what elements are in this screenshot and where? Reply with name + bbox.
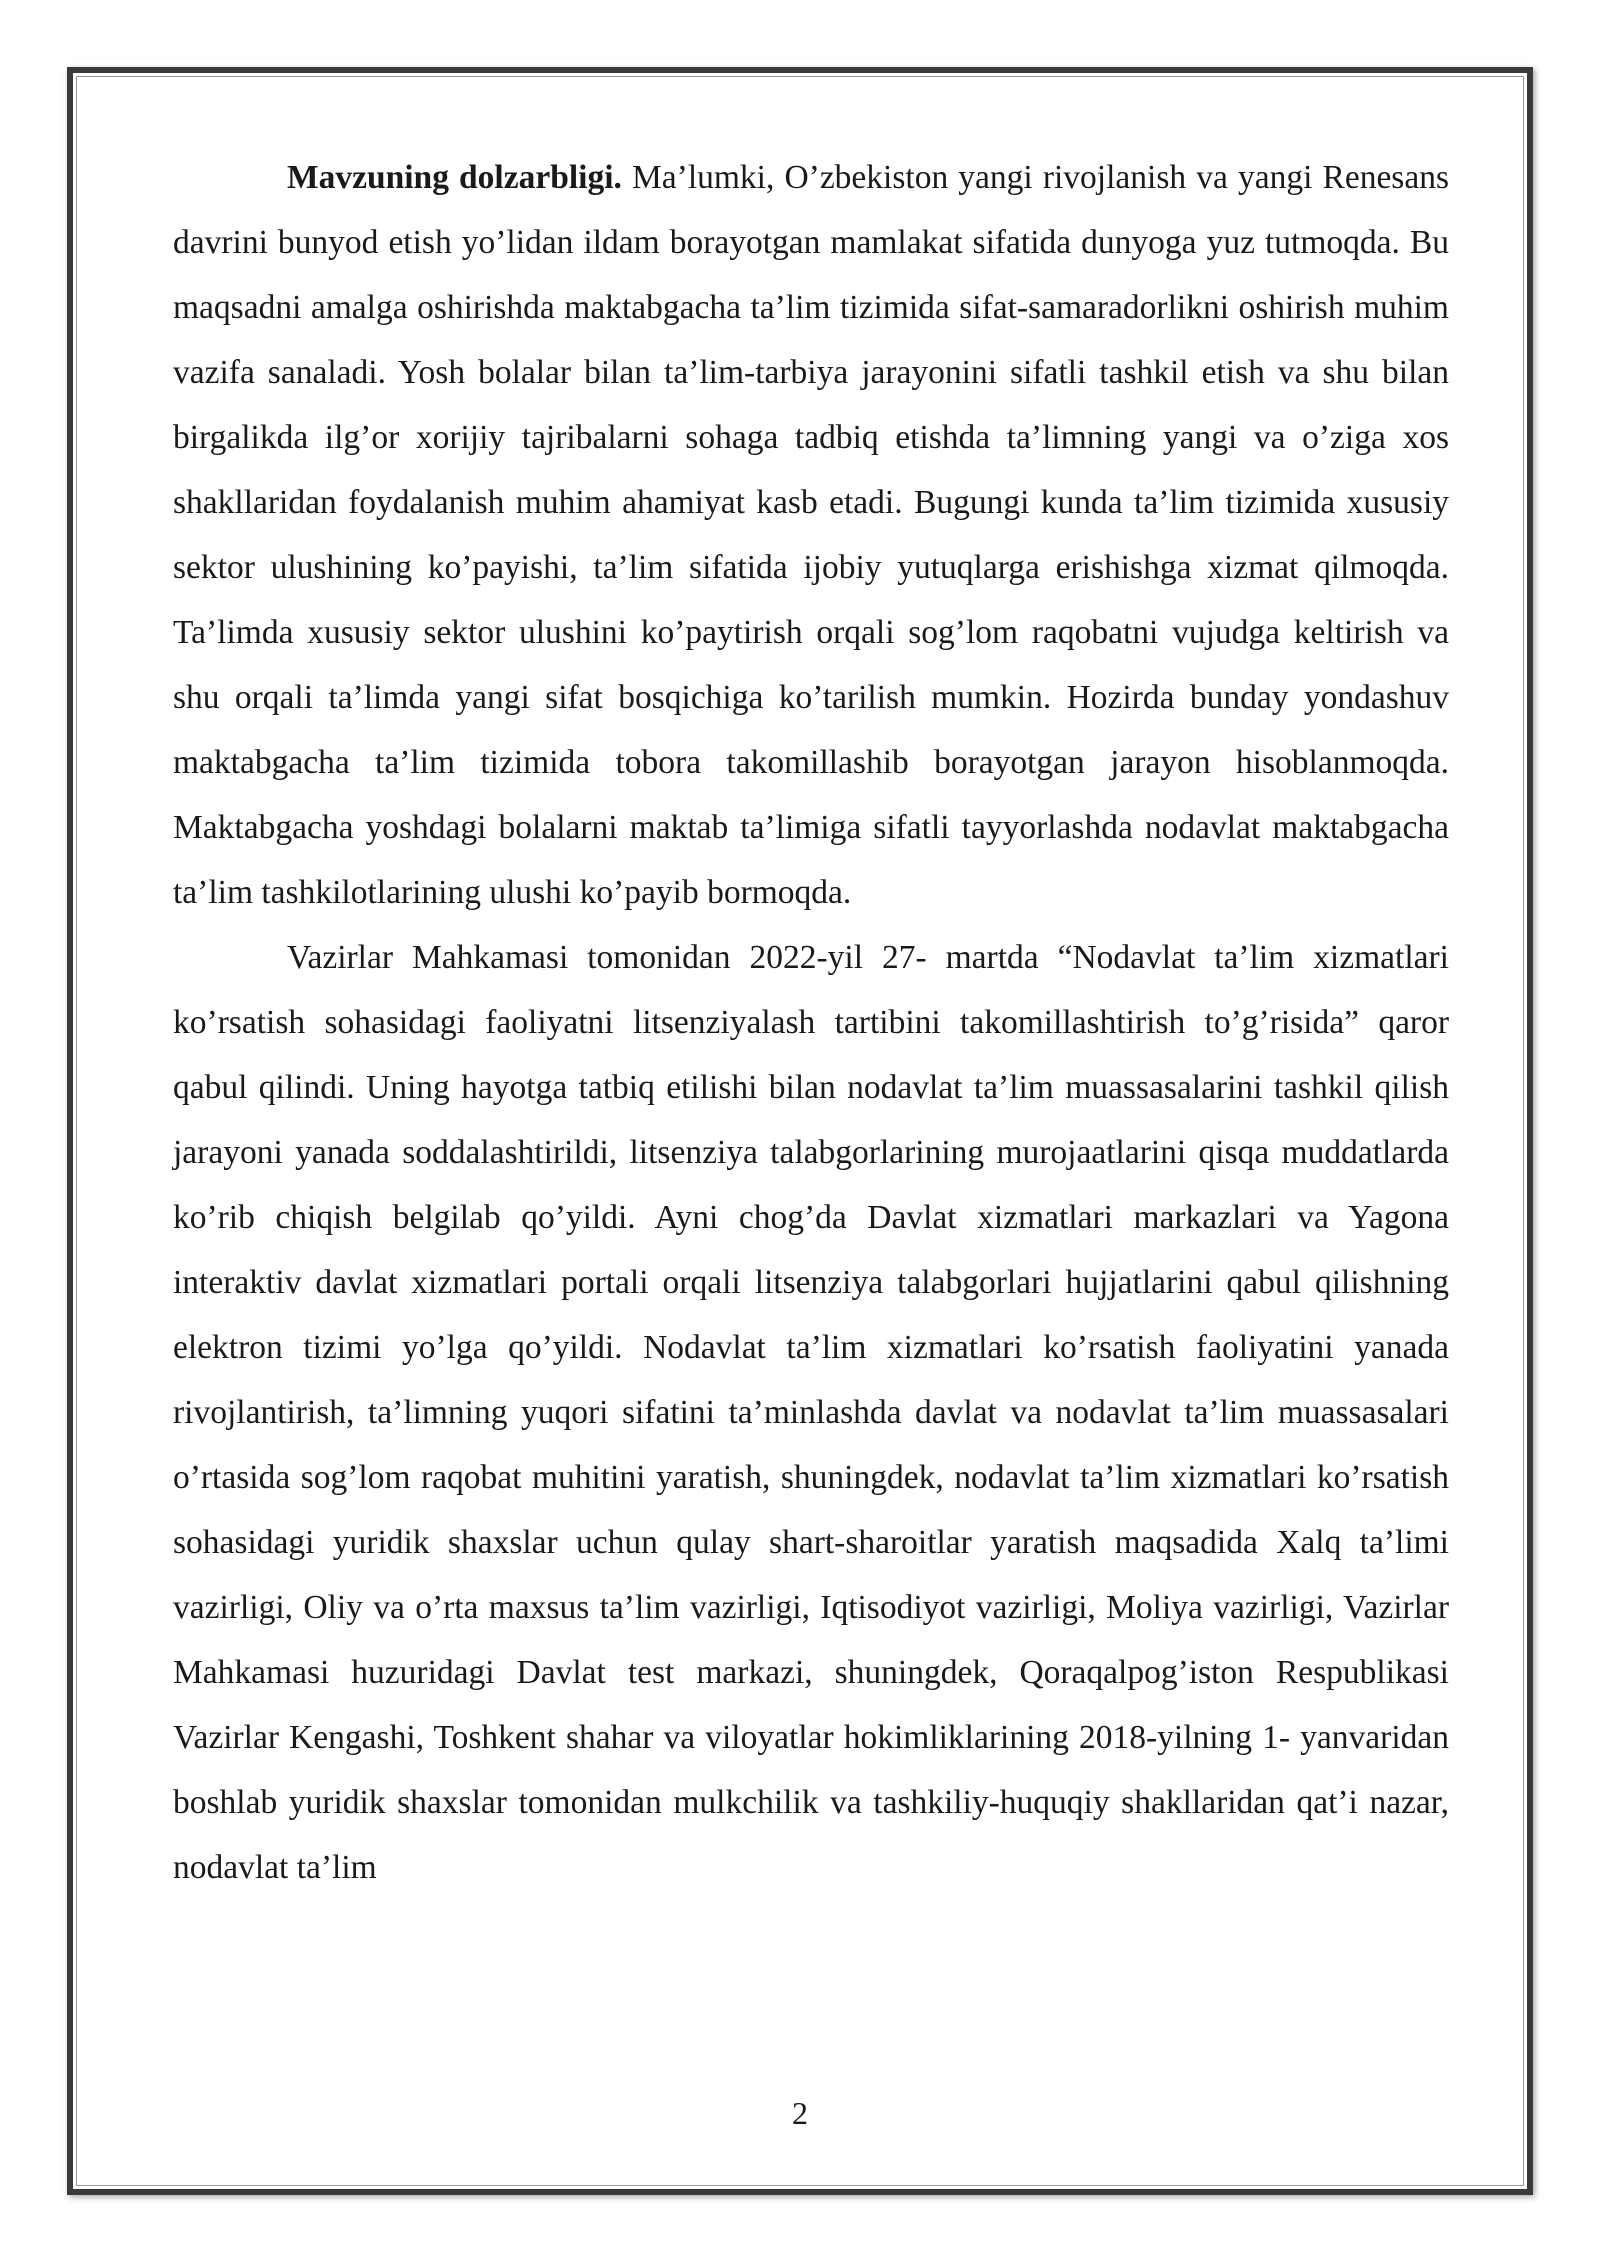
paragraph-decree [173, 925, 1449, 1900]
paragraph-text: Ma’lumki, O’zbekiston yangi rivojlanish va yangi Renesans davrini bunyod etish yo’lidan ildam borayotgan mamlakat sifatida dunyoga yuz tutmoqda. Bu maqsadni amalga oshirishda maktabgacha ta’lim tizimida sifat-samaradorlikni oshirish muhim vazifa sanaladi. Yosh bolalar bilan ta’lim-tarbiya jarayonini sifatli tashkil etish va shu bilan birgalikda ilg’or xorijiy tajribalarni sohaga tadbiq etishda ta’limning yangi va o’ziga xos shakllaridan foydalanish muhim ahamiyat kasb etadi. Bugungi kunda ta’lim tizimida xususiy sektor ulushining ko’payishi, ta’lim sifatida ijobiy yutuqlarga erishishga xizmat qilmoqda. Ta’limda xususiy sektor ulushini ko’paytirish orqali sog’lom raqobatni vujudga keltirish va shu orqali ta’limda yangi sifat bosqichiga ko’tarilish mumkin. Hozirda bunday yondashuv maktabgacha ta’lim tizimida tobora takomillashib borayotgan jarayon hisoblanmoqda. Maktabgacha yoshdagi bolalarni maktab ta’limiga sifatli tayyorlashda nodavlat maktabgacha ta’lim tashkilotlarining ulushi ko’payib bormoqda. [173, 159, 1450, 911]
section-heading-inline: Mavzuning dolzarbligi. [287, 159, 622, 196]
paragraph-relevance [173, 145, 1449, 925]
page-number: 2 [792, 2095, 808, 2131]
document-body [173, 145, 1449, 1900]
paragraph-text: Vazirlar Mahkamasi tomonidan 2022-yil 27- martda “Nodavlat ta’lim xizmatlari ko’rsatish sohasidagi faoliyatni litsenziyalash tartibini takomillashtirish to’g’risida” qaror qabul qilindi. Uning hayotga tatbiq etilishi bilan nodavlat ta’lim muassasalarini tashkil qilish jarayoni yanada soddalashtirildi, litsenziya talabgorlarining murojaatlarini qisqa muddatlarda ko’rib chiqish belgilab qo’yildi. Ayni chog’da Davlat xizmatlari markazlari va Yagona interaktiv davlat xizmatlari portali orqali litsenziya talabgorlari hujjatlarini qabul qilishning elektron tizimi yo’lga qo’yildi. Nodavlat ta’lim xizmatlari ko’rsatish faoliyatini yanada rivojlantirish, ta’limning yuqori sifatini ta’minlashda davlat va nodavlat ta’lim muassasalari o’rtasida sog’lom raqobat muhitini yaratish, shuningdek, nodavlat ta’lim xizmatlari ko’rsatish sohasidagi yuridik shaxslar uchun qulay shart-sharoitlar yaratish maqsadida Xalq ta’limi vazirligi, Oliy va o’rta maxsus ta’lim vazirligi, Iqtisodiyot vazirligi, Moliya vazirligi, Vazirlar Mahkamasi huzuridagi Davlat test markazi, shuningdek, Qoraqalpog’iston Respublikasi Vazirlar Kengashi, Toshkent shahar va viloyatlar hokimliklarining 2018-yilning 1- yanvaridan boshlab yuridik shaxslar tomonidan mulkchilik va tashkiliy-huquqiy shakllaridan qat’i nazar, nodavlat ta’lim [173, 939, 1449, 1886]
